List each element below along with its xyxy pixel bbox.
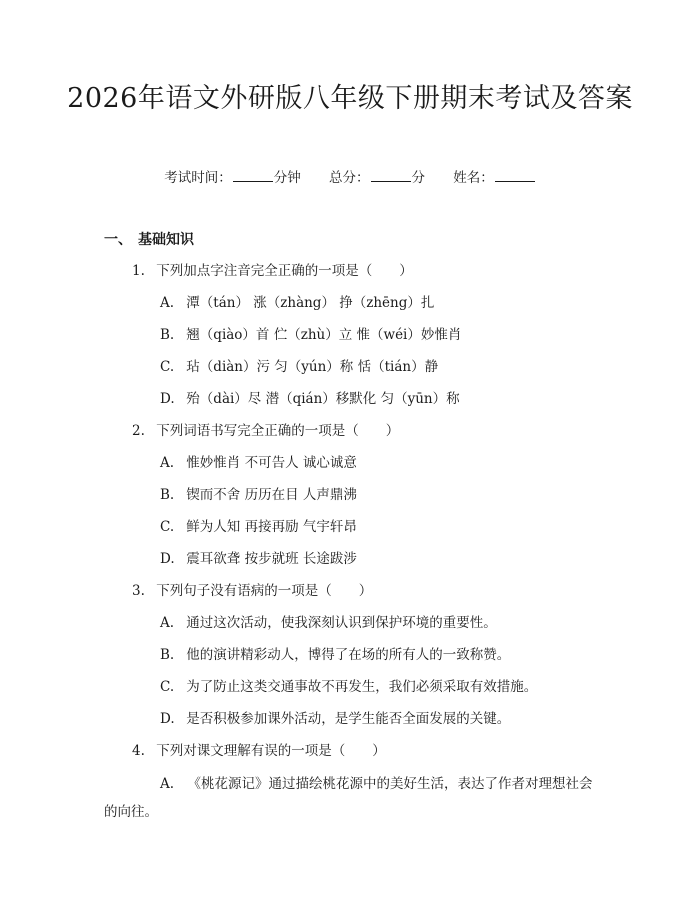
question-number: 4.: [132, 743, 145, 759]
option-item: [160, 485, 357, 505]
option-text: 是否积极参加课外活动，是学生能否全面发展的关键。: [186, 711, 511, 727]
option-item: [160, 293, 434, 313]
option-item: [160, 613, 497, 633]
exam-time-unit: 分钟: [273, 170, 301, 186]
option-item: [160, 709, 510, 729]
exam-time-label: 考试时间：: [164, 170, 232, 186]
option-text: 通过这次活动，使我深刻认识到保护环境的重要性。: [186, 615, 497, 631]
option-item: [160, 549, 357, 569]
question-stem: [132, 261, 413, 281]
option-text: 他的演讲精彩动人，博得了在场的所有人的一致称赞。: [186, 647, 511, 663]
question-number: 1.: [132, 263, 145, 279]
section-title: 基础知识: [138, 232, 194, 248]
question-text: 下列句子没有语病的一项是（ ）: [156, 583, 373, 599]
option-text: 锲而不舍 历历在目 人声鼎沸: [186, 487, 357, 503]
section-heading: [104, 230, 194, 250]
option-text: 震耳欲聋 按步就班 长途跋涉: [186, 551, 357, 567]
option-item: [160, 645, 510, 665]
option-item: [160, 325, 461, 345]
page-title: 2026年语文外研版八年级下册期末考试及答案: [67, 83, 633, 114]
exam-meta: [0, 168, 700, 188]
option-item: [160, 357, 438, 377]
question-text: 下列加点字注音完全正确的一项是（ ）: [156, 263, 413, 279]
question-text: 下列词语书写完全正确的一项是（ ）: [156, 423, 400, 439]
option-text: 殆（dài）尽 潜（qián）移默化 匀（yūn）称: [186, 391, 460, 407]
option-label: A.: [160, 615, 175, 631]
option-label: B.: [160, 487, 175, 503]
question-stem: [132, 421, 399, 441]
question-number: 3.: [132, 583, 145, 599]
total-score-field: [329, 168, 425, 188]
total-score-unit: 分: [411, 170, 425, 186]
option-label: B.: [160, 647, 175, 663]
option-label: A.: [160, 776, 175, 792]
option-text: 为了防止这类交通事故不再发生，我们必须采取有效措施。: [186, 679, 538, 695]
option-item: [160, 453, 357, 473]
option-text: 《桃花源记》通过描绘桃花源中的美好生活，表达了作者对理想社会的向往。: [104, 776, 593, 820]
option-text: 惟妙惟肖 不可告人 诚心诚意: [186, 455, 357, 471]
name-blank: [495, 168, 535, 182]
option-item: [160, 677, 537, 697]
option-label: D.: [160, 711, 175, 727]
option-label: C.: [160, 519, 175, 535]
option-label: C.: [160, 679, 175, 695]
option-label: D.: [160, 551, 175, 567]
option-text: 鲜为人知 再接再励 气宇轩昂: [186, 519, 357, 535]
option-label: D.: [160, 391, 175, 407]
question-number: 2.: [132, 423, 145, 439]
option-text: 翘（qiào）首 伫（zhù）立 惟（wéi）妙惟肖: [186, 327, 462, 343]
section-number: 一、: [104, 232, 132, 248]
option-text: 潭（tán） 涨（zhàng） 挣（zhēng）扎: [186, 295, 435, 311]
total-score-label: 总分：: [329, 170, 370, 186]
name-field: [453, 168, 536, 188]
option-label: B.: [160, 327, 175, 343]
question-stem: [132, 581, 372, 601]
exam-time-blank: [233, 168, 273, 182]
name-label: 姓名：: [453, 170, 494, 186]
exam-time-field: [164, 168, 301, 188]
question-text: 下列对课文理解有误的一项是（ ）: [156, 743, 386, 759]
option-item: [104, 770, 594, 826]
total-score-blank: [371, 168, 411, 182]
option-item: [160, 517, 357, 537]
option-label: A.: [160, 295, 175, 311]
option-text: 玷（diàn）污 匀（yún）称 恬（tián）静: [186, 359, 439, 375]
option-label: C.: [160, 359, 175, 375]
option-item: [160, 389, 460, 409]
question-stem: [132, 741, 386, 761]
option-label: A.: [160, 455, 175, 471]
